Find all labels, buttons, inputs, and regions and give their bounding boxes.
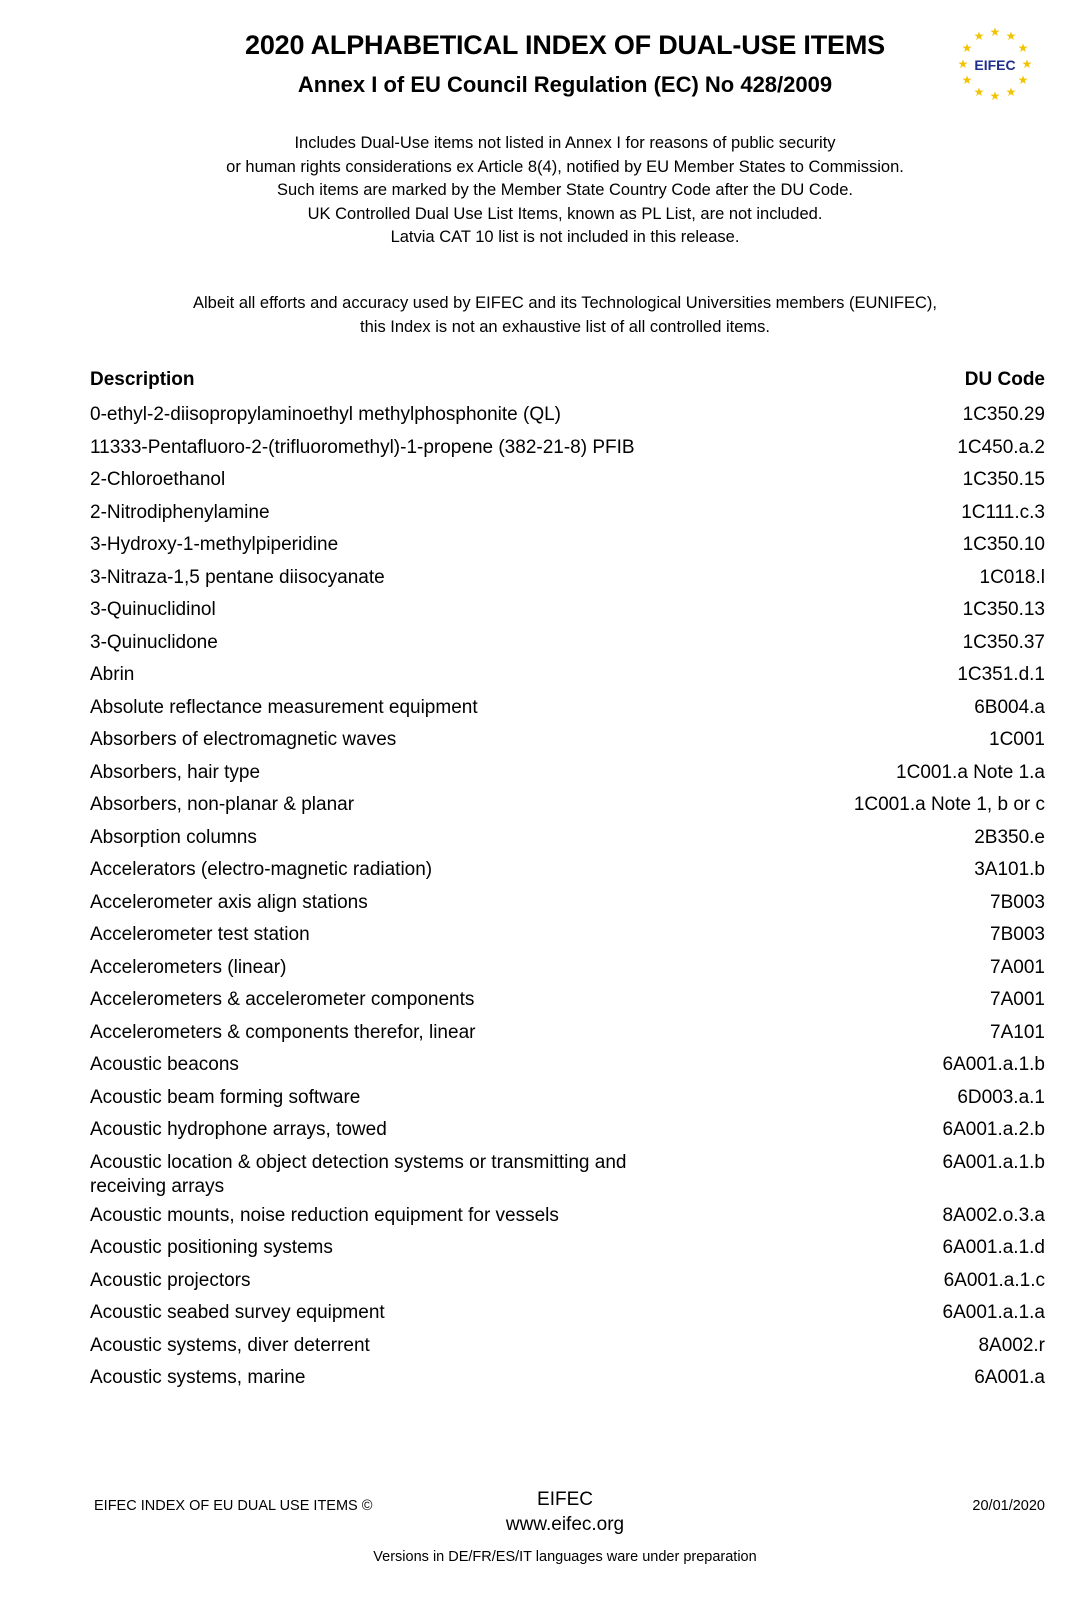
table-row <box>90 663 1045 696</box>
row-description: Acoustic seabed survey equipment <box>90 1302 385 1323</box>
row-description: Abrin <box>90 664 135 685</box>
table-row <box>90 566 1045 599</box>
row-du-code: 1C001 <box>989 729 1045 750</box>
row-description: Absorbers, non-planar & planar <box>90 794 355 815</box>
eifec-logo <box>950 24 1040 114</box>
row-du-code: 6A001.a.1.d <box>942 1237 1045 1258</box>
row-du-code: 1C001.a Note 1, b or c <box>853 794 1045 815</box>
row-du-code: 6A001.a <box>974 1367 1045 1388</box>
row-description: Absolute reflectance measurement equipment <box>90 696 478 718</box>
row-description: Acoustic location & object detection systems or transmitting and receiving arrays <box>90 1151 627 1197</box>
row-du-code: 1C001.a Note 1.a <box>896 761 1045 783</box>
table-row <box>90 1301 1045 1334</box>
star-icon: ★ <box>957 57 969 71</box>
row-description: Accelerometers (linear) <box>90 956 287 978</box>
table-row <box>90 956 1045 989</box>
row-du-code: 7A001 <box>990 989 1045 1010</box>
table-row <box>90 1151 1045 1204</box>
notice-line: or human rights considerations ex Article 8(4), notified by EU Member States to Commission. <box>226 157 904 176</box>
star-icon: ★ <box>973 85 985 99</box>
table-row <box>90 631 1045 664</box>
row-description: 3-Quinuclidone <box>90 631 218 653</box>
row-du-code: 6B004.a <box>974 696 1045 718</box>
notice-line: Latvia CAT 10 list is not included in this release. <box>390 228 740 246</box>
row-description: 3-Hydroxy-1-methylpiperidine <box>90 534 339 555</box>
row-description: Acoustic beacons <box>90 1054 239 1075</box>
row-description: Acoustic systems, marine <box>90 1367 306 1388</box>
table-row <box>90 598 1045 631</box>
page-title: 2020 ALPHABETICAL INDEX OF DUAL-USE ITEMS <box>245 30 885 60</box>
row-du-code: 6A001.a.1.b <box>942 1054 1045 1075</box>
footer-url: www.eifec.org <box>505 1514 625 1535</box>
star-icon: ★ <box>1017 73 1029 87</box>
row-description: Accelerometer test station <box>90 924 310 945</box>
row-du-code: 1C350.37 <box>962 631 1045 653</box>
row-du-code: 6A001.a.1.a <box>942 1302 1045 1323</box>
table-row <box>90 533 1045 566</box>
table-row <box>90 1334 1045 1367</box>
footer-copyright: EIFEC INDEX OF EU DUAL USE ITEMS © <box>94 1498 373 1514</box>
notice-line: Includes Dual-Use items not listed in Annex I for reasons of public security <box>294 134 836 152</box>
table-row <box>90 923 1045 956</box>
table-row <box>90 988 1045 1021</box>
row-du-code: 1C350.29 <box>962 404 1045 425</box>
notice-line: this Index is not an exhaustive list of all controlled items. <box>360 317 770 336</box>
row-description: 2-Chloroethanol <box>90 469 226 490</box>
table-row <box>90 696 1045 729</box>
row-du-code: 2B350.e <box>974 826 1045 848</box>
table-row <box>90 1204 1045 1237</box>
row-description: Acoustic mounts, noise reduction equipment for vessels <box>90 1204 559 1226</box>
table-row <box>90 403 1045 436</box>
row-du-code: 6A001.a.1.c <box>943 1269 1045 1291</box>
star-icon: ★ <box>1021 57 1033 71</box>
row-du-code: 1C351.d.1 <box>957 664 1045 685</box>
table-row <box>90 1086 1045 1119</box>
star-icon: ★ <box>989 89 1001 103</box>
row-du-code: 6A001.a.2.b <box>942 1119 1045 1140</box>
row-description: Acoustic systems, diver deterrent <box>90 1334 370 1356</box>
notice-scope <box>0 132 1085 250</box>
star-icon: ★ <box>1017 41 1029 55</box>
page-subtitle: Annex I of EU Council Regulation (EC) No 428/2009 <box>297 72 833 97</box>
table-row <box>90 761 1045 794</box>
table-row <box>90 1021 1045 1054</box>
table-row <box>90 891 1045 924</box>
row-du-code: 1C111.c.3 <box>961 501 1045 523</box>
row-description: Absorbers, hair type <box>90 761 261 783</box>
row-description: Accelerators (electro-magnetic radiation) <box>90 859 433 880</box>
row-du-code: 3A101.b <box>974 859 1045 880</box>
row-description: 3-Nitraza-1,5 pentane diisocyanate <box>90 566 385 588</box>
table-row <box>90 436 1045 469</box>
table-row <box>90 728 1045 761</box>
row-du-code: 6D003.a.1 <box>957 1086 1045 1108</box>
row-description: Acoustic projectors <box>90 1269 251 1291</box>
notice-line: UK Controlled Dual Use List Items, known as PL List, are not included. <box>307 204 823 223</box>
row-du-code: 7B003 <box>990 924 1045 945</box>
table-row <box>90 1366 1045 1399</box>
table-row <box>90 858 1045 891</box>
row-du-code: 8A002.r <box>978 1334 1045 1356</box>
table-header <box>90 369 1045 395</box>
footer-date: 20/01/2020 <box>972 1498 1045 1514</box>
row-description: Acoustic hydrophone arrays, towed <box>90 1119 387 1140</box>
star-icon: ★ <box>973 29 985 43</box>
table-row <box>90 501 1045 534</box>
row-du-code: 1C350.10 <box>962 534 1045 555</box>
column-header-description: Description <box>90 369 195 390</box>
row-du-code: 8A002.o.3.a <box>942 1204 1045 1226</box>
row-du-code: 1C350.15 <box>962 469 1045 490</box>
row-description: Accelerometers & accelerometer components <box>90 989 475 1010</box>
row-du-code: 1C450.a.2 <box>957 436 1045 458</box>
index-table <box>90 403 1045 1399</box>
row-description: Accelerometer axis align stations <box>90 891 368 913</box>
row-description: Accelerometers & components therefor, linear <box>90 1021 476 1043</box>
row-du-code: 1C350.13 <box>962 599 1045 620</box>
footer-center <box>0 1487 1085 1537</box>
row-description: 11333-Pentafluoro-2-(trifluoromethyl)-1-propene (382-21-8) PFIB <box>90 436 635 458</box>
table-row <box>90 1236 1045 1269</box>
row-description: Acoustic positioning systems <box>90 1237 333 1258</box>
star-icon: ★ <box>1005 29 1017 43</box>
notice-line: Albeit all efforts and accuracy used by EIFEC and its Technological Universities members (EUNIFEC), <box>192 294 938 312</box>
logo-text: EIFEC <box>974 57 1016 73</box>
notice-line: Such items are marked by the Member State Country Code after the DU Code. <box>277 181 853 199</box>
row-du-code: 7A101 <box>990 1021 1045 1043</box>
row-description: 2-Nitrodiphenylamine <box>90 501 270 523</box>
row-description: 3-Quinuclidinol <box>90 599 216 620</box>
table-row <box>90 826 1045 859</box>
star-icon: ★ <box>1005 85 1017 99</box>
row-description: 0-ethyl-2-diisopropylaminoethyl methylphosphonite (QL) <box>90 404 562 425</box>
row-du-code: 7B003 <box>990 891 1045 913</box>
footer-language-note: Versions in DE/FR/ES/IT languages ware under preparation <box>373 1549 757 1565</box>
table-row <box>90 1269 1045 1302</box>
notice-disclaimer <box>0 292 1085 339</box>
row-description: Absorption columns <box>90 826 257 848</box>
row-description: Absorbers of electromagnetic waves <box>90 729 397 750</box>
star-icon: ★ <box>961 41 973 55</box>
footer-org-name: EIFEC <box>537 1489 593 1510</box>
row-du-code: 7A001 <box>990 956 1045 978</box>
table-row <box>90 1118 1045 1151</box>
table-row <box>90 468 1045 501</box>
star-icon: ★ <box>989 25 1001 39</box>
row-du-code: 1C018.l <box>979 566 1045 588</box>
table-row <box>90 1053 1045 1086</box>
row-description: Acoustic beam forming software <box>90 1086 361 1108</box>
star-icon: ★ <box>961 73 973 87</box>
column-header-du-code: DU Code <box>964 369 1045 390</box>
row-du-code: 6A001.a.1.b <box>942 1151 1045 1173</box>
table-row <box>90 793 1045 826</box>
